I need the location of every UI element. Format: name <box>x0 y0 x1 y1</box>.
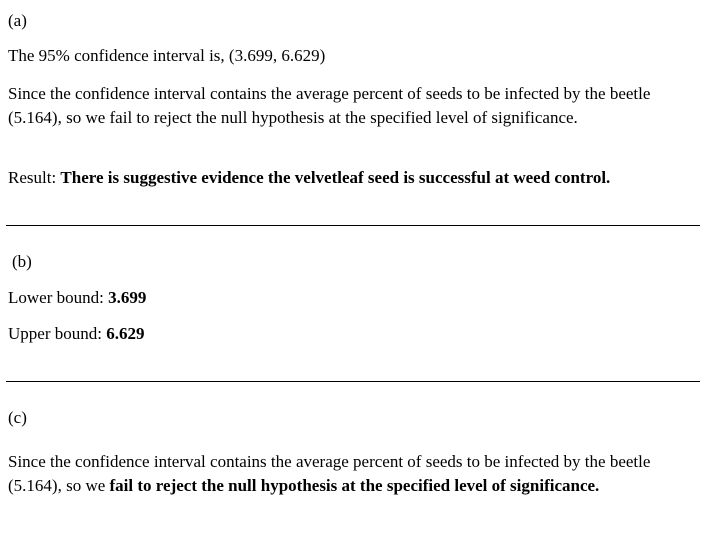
part-b-lower-bound <box>8 286 146 310</box>
part-a-result-label: Result: <box>8 168 61 187</box>
part-c-explanation <box>8 450 698 498</box>
part-b-upper-value: 6.629 <box>106 324 145 343</box>
part-b-upper-bound <box>8 322 144 346</box>
part-c-explanation-start: Since the confidence interval contains the average percent of seeds to be infected by the beetle (5.164), so we <box>8 452 651 495</box>
section-divider-1 <box>6 225 700 226</box>
part-b-label: (b) <box>12 252 32 271</box>
section-divider-2 <box>6 381 700 382</box>
part-b-lower-label: Lower bound: <box>8 288 109 307</box>
part-c-explanation-bold: fail to reject the null hypothesis at the specified level of significance. <box>109 476 600 495</box>
part-b-upper-label: Upper bound: <box>8 324 107 343</box>
part-a-explanation: Since the confidence interval contains the average percent of seeds to be infected by the beetle (5.164), so we fail to reject the null hypothesis at the specified level of significance. <box>8 84 651 127</box>
part-a-result-value: There is suggestive evidence the velvetleaf seed is successful at weed control. <box>60 168 611 187</box>
part-a-interval-text: The 95% confidence interval is, (3.699, 6.629) <box>8 46 326 65</box>
part-a-result <box>8 166 610 190</box>
part-b-lower-value: 3.699 <box>108 288 147 307</box>
part-c-label: (c) <box>8 408 27 427</box>
part-a-label: (a) <box>8 11 27 30</box>
